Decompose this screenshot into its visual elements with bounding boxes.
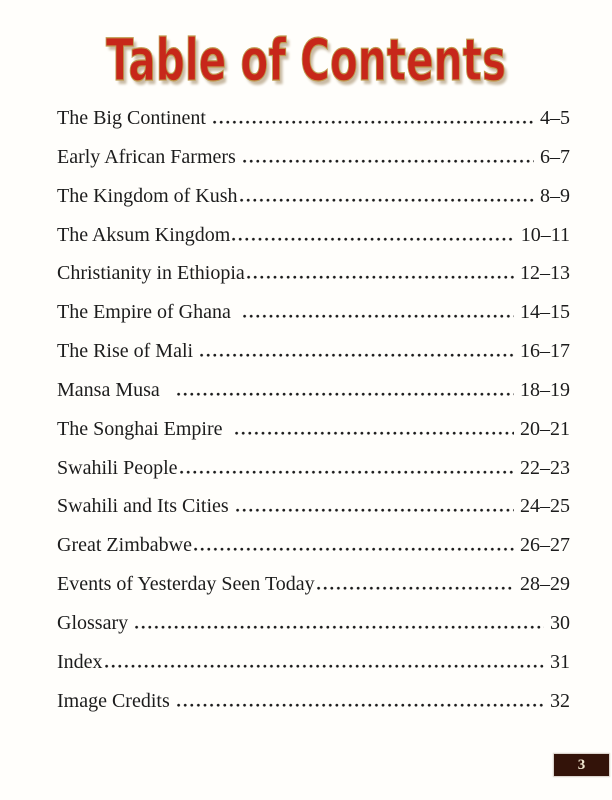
toc-entry-label: Swahili and Its Cities xyxy=(57,495,234,518)
toc-entry-pages: 16–17 xyxy=(520,340,570,363)
toc-entry-label: The Empire of Ghana xyxy=(57,301,241,324)
toc-entry-label: Index xyxy=(57,650,103,673)
toc-entry xyxy=(57,684,570,723)
dot-leader xyxy=(243,159,534,163)
dot-leader xyxy=(317,586,514,590)
toc-entry xyxy=(57,334,570,373)
toc-entry-label: Events of Yesterday Seen Today xyxy=(57,573,315,596)
toc-entry-pages: 6–7 xyxy=(540,145,570,168)
dot-leader xyxy=(105,664,544,668)
toc-entry xyxy=(57,567,570,606)
toc-entry-pages: 18–19 xyxy=(520,378,570,401)
toc-entry xyxy=(57,412,570,451)
toc-entry xyxy=(57,489,570,528)
dot-leader xyxy=(235,431,514,435)
toc-entry xyxy=(57,645,570,684)
dot-leader xyxy=(135,625,544,629)
toc-entry-pages: 20–21 xyxy=(520,417,570,440)
dot-leader xyxy=(177,392,514,396)
toc-entry-label: The Aksum Kingdom xyxy=(57,223,231,246)
toc-entry xyxy=(57,528,570,567)
dot-leader xyxy=(247,275,514,279)
toc-list xyxy=(57,101,570,723)
dot-leader xyxy=(180,470,514,474)
toc-entry-pages: 30 xyxy=(550,611,570,634)
toc-entry xyxy=(57,606,570,645)
toc-entry-pages: 31 xyxy=(550,650,570,673)
toc-entry xyxy=(57,101,570,140)
toc-entry-pages: 28–29 xyxy=(520,573,570,596)
toc-entry xyxy=(57,256,570,295)
toc-entry-label: Glossary xyxy=(57,611,134,634)
toc-entry-label: The Rise of Mali xyxy=(57,340,199,363)
toc-entry-pages: 8–9 xyxy=(540,184,570,207)
toc-entry xyxy=(57,140,570,179)
toc-entry-pages: 14–15 xyxy=(520,301,570,324)
dot-leader xyxy=(200,353,514,357)
toc-entry-label: The Songhai Empire xyxy=(57,417,233,440)
dot-leader xyxy=(177,703,544,707)
toc-entry xyxy=(57,451,570,490)
toc-entry xyxy=(57,218,570,257)
toc-entry-pages: 22–23 xyxy=(520,456,570,479)
footer-page-number: 3 xyxy=(554,754,609,776)
toc-entry-label: The Kingdom of Kush xyxy=(57,184,238,207)
dot-leader xyxy=(240,198,534,202)
toc-entry-label: Christianity in Ethiopia xyxy=(57,262,245,285)
toc-entry xyxy=(57,179,570,218)
toc-entry-label: Image Credits xyxy=(57,689,175,712)
page-title: Table of Contents xyxy=(105,26,507,94)
toc-entry-label: Great Zimbabwe xyxy=(57,534,192,557)
toc-entry-pages: 26–27 xyxy=(520,534,570,557)
dot-leader xyxy=(232,237,514,241)
toc-entry-label: Swahili People xyxy=(57,456,178,479)
toc-entry-label: Mansa Musa xyxy=(57,378,175,401)
dot-leader xyxy=(213,120,534,124)
toc-entry-label: Early African Farmers xyxy=(57,145,241,168)
dot-leader xyxy=(194,547,514,551)
toc-entry-pages: 4–5 xyxy=(540,107,570,129)
dot-leader xyxy=(236,508,514,512)
toc-entry-pages: 10–11 xyxy=(520,223,570,246)
toc-entry xyxy=(57,295,570,334)
toc-entry-pages: 24–25 xyxy=(520,495,570,518)
toc-entry-pages: 12–13 xyxy=(520,262,570,285)
dot-leader xyxy=(243,314,514,318)
toc-entry-label: The Big Continent xyxy=(57,107,211,129)
toc-entry xyxy=(57,373,570,412)
toc-entry-pages: 32 xyxy=(550,689,570,712)
